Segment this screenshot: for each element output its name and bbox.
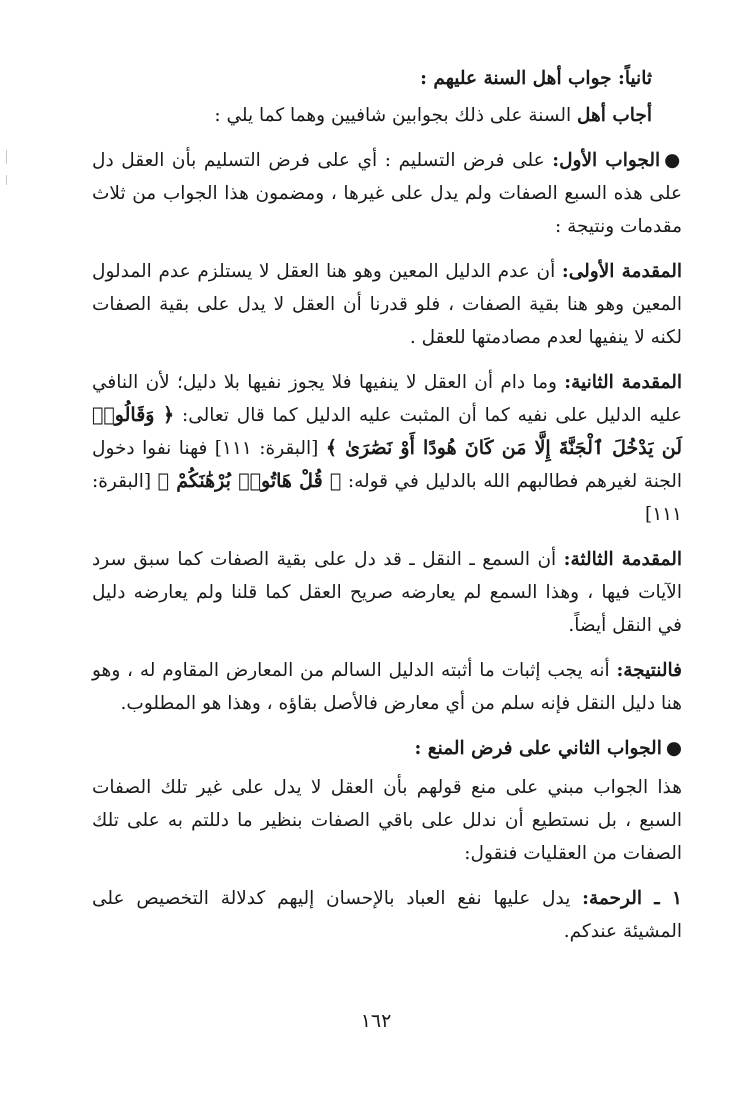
answer-one-title: الجواب الأول:: [552, 150, 661, 171]
section-heading: ثانياً: جواب أهل السنة عليهم :: [420, 68, 652, 89]
point-one-title: ١ ـ الرحمة:: [582, 888, 682, 909]
premise-three-title: المقدمة الثالثة:: [563, 549, 682, 570]
answer-one-text: على فرض التسليم : أي على فرض التسليم بأن العقل دل على هذه السبع الصفات ولم يدل على غيرها ، ومضمون هذا الجواب من ثلاث مقدمات ونتيجة :: [92, 150, 682, 237]
page-number: ١٦٢: [360, 1010, 392, 1032]
premise-two-title: المقدمة الثانية:: [564, 372, 683, 393]
premise-one-text: أن عدم الدليل المعين وهو هنا العقل لا يستلزم عدم المدلول المعين وهو هنا بقية الصفات ، فلو قدرنا أن العقل لا يدل على بقية الصفات لكنه لا ينفيها لعدم مصادمتها للعقل .: [92, 261, 682, 348]
premise-two-text-c: [البقرة: ١١١]: [92, 471, 682, 525]
premise-one-paragraph: [92, 255, 682, 354]
premise-three-text: أن السمع ـ النقل ـ قد دل على بقية الصفات كما سبق سرد الآيات فيها ، وهذا السمع لم يعارضه صريح العقل كما قلنا ولم يعارضه دليل في النقل أيضاً.: [92, 549, 682, 636]
page-body: [92, 62, 682, 960]
premise-two-text-a: وما دام أن العقل لا ينفيها فلا يجوز نفيها بلا دليل؛ لأن النافي عليه الدليل على نفيه كما أن المثبت عليه الدليل كما قال تعالى:: [92, 372, 682, 426]
result-text: أنه يجب إثبات ما أثبته الدليل السالم من المعارض المقاوم له ، وهو هنا دليل النقل فإنه سلم من أي معارض فالأصل بقاؤه ، وهذا هو المطلوب.: [92, 660, 682, 714]
margin-mark: [6, 175, 7, 185]
quran-verse: ﴿ وَقَالُوا۟ لَن يَدْخُلَ ٱلْجَنَّةَ إِلَّا مَن كَانَ هُودًا أَوْ نَصَٰرَىٰ ﴾: [92, 404, 682, 459]
margin-mark: [6, 150, 7, 164]
premise-one-title: المقدمة الأولى:: [561, 261, 682, 282]
point-one-paragraph: [92, 882, 682, 948]
point-one-text: يدل عليها نفع العباد بالإحسان إليهم كدلالة التخصيص على المشيئة عندكم.: [92, 888, 682, 942]
intro-bold: أجاب أهل: [577, 105, 652, 126]
answer-two-title: الجواب الثاني على فرض المنع :: [414, 738, 662, 759]
intro-paragraph: [92, 99, 682, 132]
answer-two-paragraph: هذا الجواب مبني على منع قولهم بأن العقل لا يدل على غير تلك الصفات السبع ، بل نستطيع أن ندلل على باقي الصفات بنظير ما دللتم به على تلك الصفات من العقليات فنقول:: [92, 777, 682, 864]
answer-two-heading: [92, 732, 682, 765]
intro-text: السنة على ذلك بجوابين شافيين وهما كما يلي :: [214, 105, 578, 126]
premise-three-paragraph: [92, 543, 682, 642]
answer-one-paragraph: [92, 144, 682, 243]
result-paragraph: [92, 654, 682, 720]
bullet-icon: ●: [664, 150, 682, 171]
result-title: فالنتيجة:: [616, 660, 682, 681]
quran-verse: ﴿ قُلْ هَاتُوا۟ بُرْهَٰنَكُمْ ﴾: [157, 470, 342, 492]
premise-two-text-b: [البقرة: ١١١] فهنا نفوا دخول الجنة لغيرهم فطالبهم الله بالدليل في قوله:: [92, 438, 682, 492]
premise-two-paragraph: [92, 366, 682, 531]
bullet-icon: ●: [665, 738, 682, 759]
